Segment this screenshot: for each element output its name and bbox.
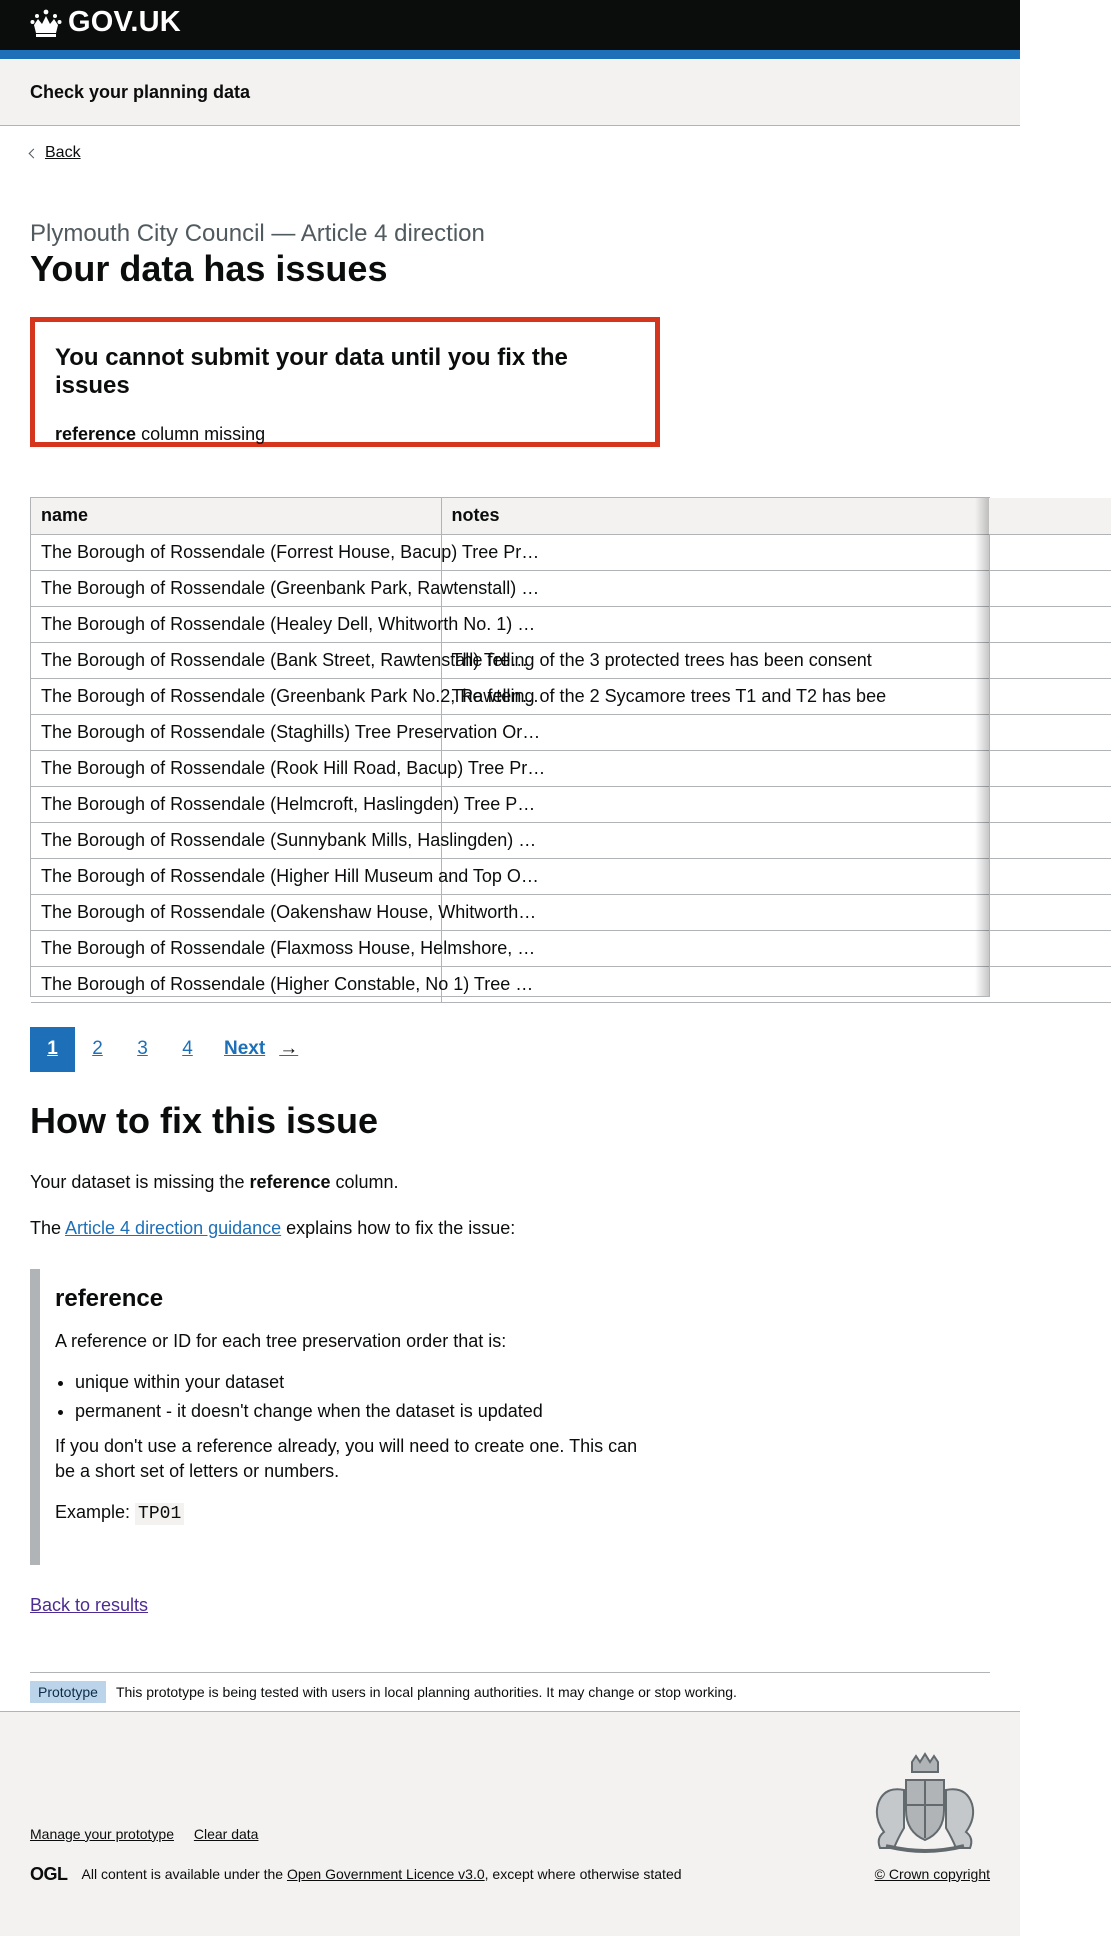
cell-notes [441,607,1111,643]
table-row [31,679,1111,715]
back-link-label: Back [45,144,81,161]
clear-data-link[interactable]: Clear data [193,1825,259,1842]
table-row [31,895,1111,931]
column-header-name: name [31,498,441,535]
footer [0,1711,1020,1936]
inset-text [30,1269,990,1565]
phase-text: This prototype is being tested with users in local planning authorities. It may change or stop working. [115,1683,737,1700]
cell-notes: The felling of the 2 Sycamore trees T1 and T2 has bee [441,679,1111,715]
licence-post: , except where otherwise stated [484,1866,682,1883]
column-header-notes: notes [441,498,1111,535]
error-field-name: reference [55,423,137,444]
table-row [31,967,1111,1003]
inset-paragraph: If you don't use a reference already, you will need to create one. This can be a short set of letters or numbers. [55,1435,638,1481]
service-name: Check your planning data [0,59,1020,126]
crown-copyright-link[interactable]: © Crown copyright [874,1865,990,1882]
cell-name: The Borough of Rossendale (Rook Hill Road, Bacup) Tree Pr… [31,751,441,787]
cell-name: The Borough of Rossendale (Helmcroft, Haslingden) Tree P… [31,787,441,823]
missing-column-name: reference [249,1171,331,1192]
inset-title: reference [55,1284,164,1312]
table-row [31,571,1111,607]
next-page-link[interactable] [224,1038,298,1060]
table-row [31,715,1111,751]
example-code: TP01 [135,1503,184,1525]
back-link[interactable] [30,144,81,162]
pagination [30,1027,990,1072]
ogl-logo-icon: OGL [30,1863,68,1884]
inset-example [55,1500,990,1527]
phase-banner [30,1672,990,1711]
cell-name: The Borough of Rossendale (Forrest House, Bacup) Tree Pr… [31,535,441,571]
cell-notes [441,823,1111,859]
royal-coat-of-arms-icon [866,1750,984,1854]
phase-tag: Prototype [30,1681,106,1703]
table-row [31,535,1111,571]
table-header-row [31,498,1111,535]
table-row [31,787,1111,823]
missing-pre: Your dataset is missing the [30,1171,250,1192]
govuk-logo-link[interactable] [30,6,181,39]
cell-name: The Borough of Rossendale (Healey Dell, Whitworth No. 1) … [31,607,441,643]
error-summary-item [55,424,635,445]
page-3-link[interactable]: 3 [137,1038,148,1060]
missing-column-text [30,1172,990,1193]
missing-post: column. [330,1171,399,1192]
arrow-right-icon: → [279,1038,299,1060]
table-row [31,931,1111,967]
error-item-text: column missing [136,423,266,444]
cell-notes [441,931,1111,967]
guidance-pre: The [30,1217,66,1238]
cell-name: The Borough of Rossendale (Bank Street, Rawtenstall) Tre… [31,643,441,679]
cell-notes [441,895,1111,931]
govuk-logo-text: GOV.UK [68,6,181,38]
chevron-left-icon [29,148,39,158]
table-row [31,823,1111,859]
list-item: • permanent - it doesn't change when the dataset is updated [75,1401,990,1422]
cell-notes [441,715,1111,751]
inset-intro: A reference or ID for each tree preservation order that is: [55,1330,507,1351]
licence-pre: All content is available under the [81,1866,284,1883]
error-summary [30,317,660,447]
data-table [31,498,1111,1004]
table-row [31,607,1111,643]
error-summary-title: You cannot submit your data until you fix the issues [55,343,568,399]
header-blue-bar [0,50,1020,59]
cell-notes [441,535,1111,571]
cell-name: The Borough of Rossendale (Greenbank Park No.2, Rawten… [31,679,441,715]
guidance-post: explains how to fix the issue: [281,1217,516,1238]
fix-heading: How to fix this issue [30,1099,379,1141]
page-1-link[interactable]: 1 [30,1027,75,1072]
cell-notes [441,967,1111,1003]
example-label: Example: [55,1502,136,1523]
guidance-link[interactable]: Article 4 direction guidance [65,1217,282,1238]
table-row [31,643,1111,679]
govuk-header [0,0,1020,50]
cell-name: The Borough of Rossendale (Staghills) Tree Preservation Or… [31,715,441,751]
table-row [31,751,1111,787]
cell-notes: The felling of the 3 protected trees has been consent [441,643,1111,679]
cell-notes [441,571,1111,607]
next-label: Next [224,1038,266,1060]
main-content [0,126,1020,1711]
list-item: • unique within your dataset [75,1372,990,1393]
cell-name: The Borough of Rossendale (Higher Hill Museum and Top O… [31,859,441,895]
page-2-link[interactable]: 2 [92,1038,103,1060]
cell-name: The Borough of Rossendale (Greenbank Park, Rawtenstall) … [31,571,441,607]
page-caption: Plymouth City Council — Article 4 direction [30,220,485,247]
cell-name: The Borough of Rossendale (Higher Constable, No 1) Tree … [31,967,441,1003]
cell-name: The Borough of Rossendale (Oakenshaw House, Whitworth… [31,895,441,931]
crown-icon [30,8,62,38]
page-4-link[interactable]: 4 [182,1038,193,1060]
inset-list [55,1372,990,1422]
back-to-results-link[interactable]: Back to results [30,1594,149,1615]
licence [30,1864,682,1885]
cell-name: The Borough of Rossendale (Flaxmoss House, Helmshore, … [31,931,441,967]
data-table-scroll[interactable] [30,497,990,997]
cell-notes [441,787,1111,823]
manage-prototype-link[interactable]: Manage your prototype [30,1825,174,1842]
licence-link[interactable]: Open Government Licence v3.0 [286,1866,485,1883]
guidance-text [30,1218,990,1239]
cell-notes [441,859,1111,895]
footer-links [30,1826,274,1842]
cell-name: The Borough of Rossendale (Sunnybank Mills, Haslingden) … [31,823,441,859]
page-title: Your data has issues [30,248,388,289]
table-row [31,859,1111,895]
